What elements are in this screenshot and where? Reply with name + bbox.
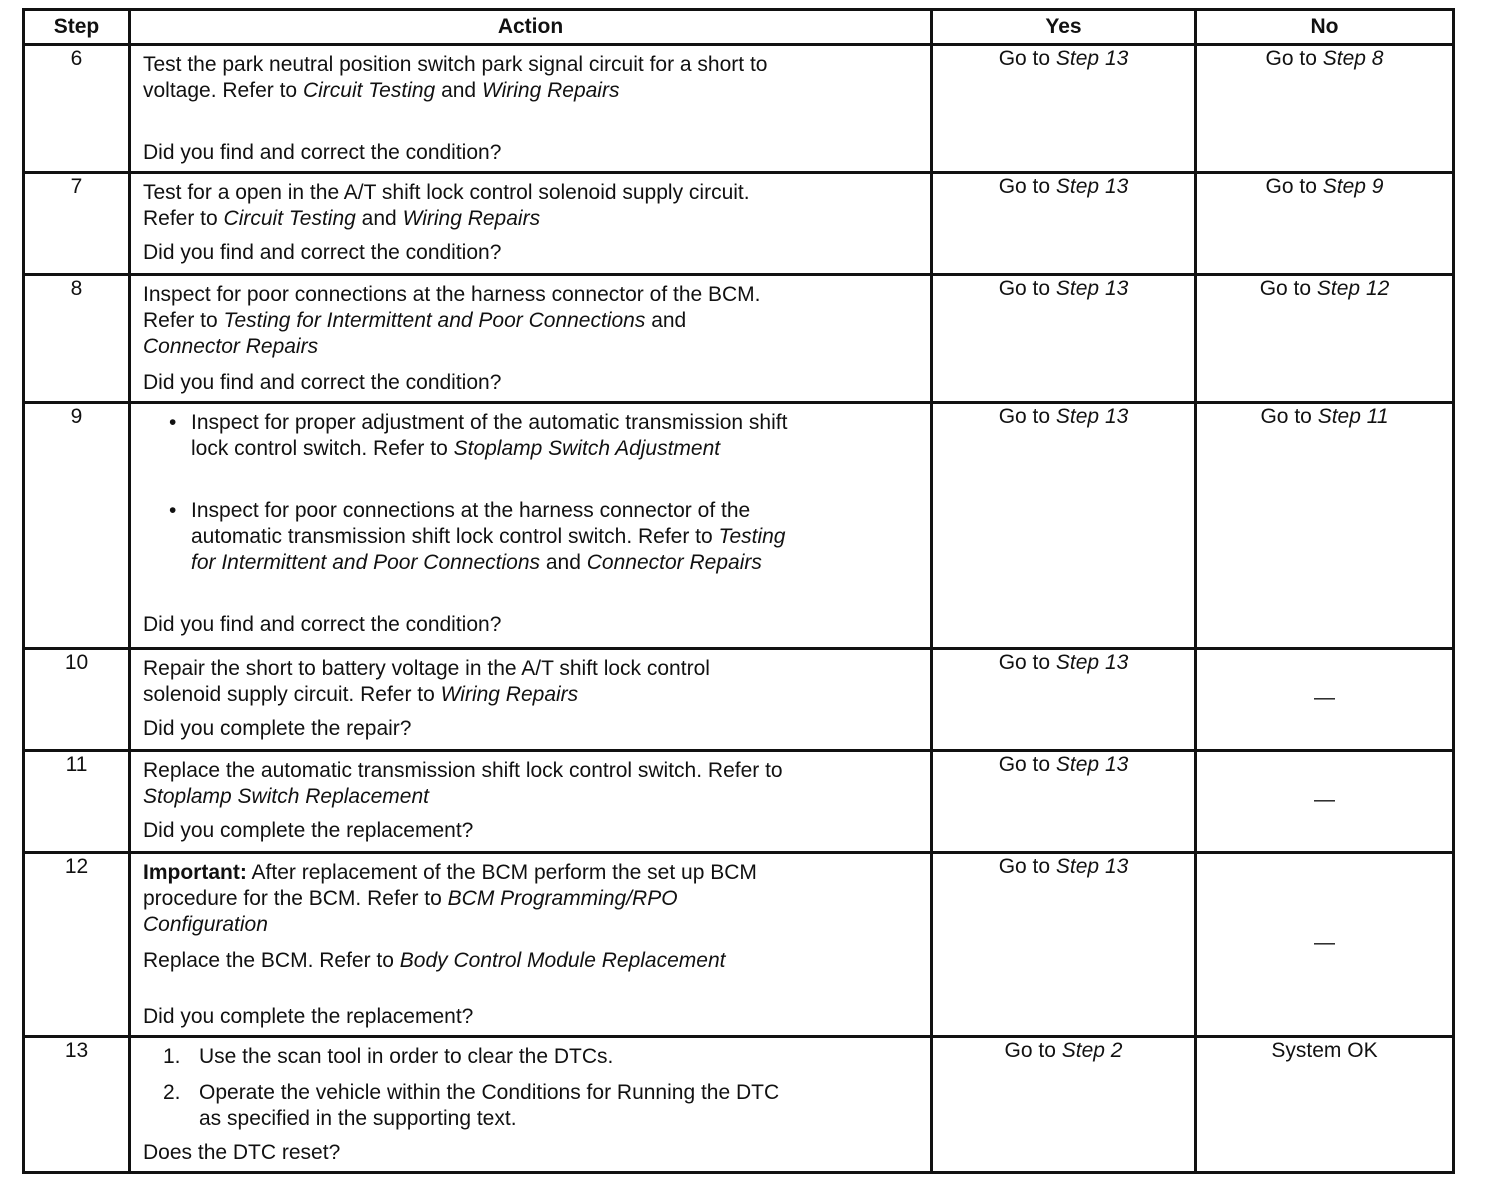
action-text: Test the park neutral position switch park signal circuit for a short to <box>143 53 768 76</box>
step-number: 7 <box>24 173 130 275</box>
action-cell <box>130 275 932 403</box>
no-cell: — <box>1196 853 1454 1037</box>
action-text: Replace the automatic transmission shift lock control switch. Refer to <box>143 759 783 782</box>
reference-link: Wiring Repairs <box>402 207 541 230</box>
reference-link: Configuration <box>143 913 268 936</box>
no-cell: Go to Step 8 <box>1196 45 1454 173</box>
action-cell <box>130 853 932 1037</box>
action-text: Test for a open in the A/T shift lock control solenoid supply circuit. <box>143 181 750 204</box>
reference-link: for Intermittent and Poor Connections <box>191 551 541 574</box>
step-number: 10 <box>24 649 130 751</box>
question-text: Did you complete the repair? <box>143 717 412 740</box>
question-text: Did you complete the replacement? <box>143 1005 474 1028</box>
reference-link: Circuit Testing <box>223 207 356 230</box>
reference-link: BCM Programming/RPO <box>447 887 678 910</box>
action-text: Replace the BCM. Refer to Body Control Module Replacement <box>143 949 726 972</box>
step-number: 11 <box>24 751 130 853</box>
diagnostic-steps-table <box>22 8 1455 1174</box>
action-text: solenoid supply circuit. Refer to Wiring Repairs <box>143 683 579 706</box>
yes-cell: Go to Step 13 <box>932 649 1196 751</box>
action-text: Important: After replacement of the BCM perform the set up BCM <box>143 861 757 884</box>
header-row <box>24 10 1454 45</box>
yes-step-ref: Step 13 <box>1055 175 1129 198</box>
yes-cell: Go to Step 13 <box>932 45 1196 173</box>
table-row <box>24 1037 1454 1173</box>
action-cell <box>130 45 932 173</box>
yes-cell: Go to Step 13 <box>932 275 1196 403</box>
yes-cell: Go to Step 13 <box>932 173 1196 275</box>
reference-link: Circuit Testing <box>302 79 436 102</box>
table-row <box>24 751 1454 853</box>
reference-link: Wiring Repairs <box>481 79 620 102</box>
no-step-ref: Step 11 <box>1317 405 1389 428</box>
action-text: Inspect for poor connections at the harness connector of the BCM. <box>143 283 761 306</box>
no-cell: Go to Step 12 <box>1196 275 1454 403</box>
reference-link: Body Control Module Replacement <box>399 949 726 972</box>
step-number: 12 <box>24 853 130 1037</box>
no-step-ref: Step 9 <box>1322 175 1384 198</box>
action-text <box>143 334 920 360</box>
yes-step-ref: Step 13 <box>1055 855 1129 878</box>
numbered-item: 2. Operate the vehicle within the Conditions for Running the DTC as specified in the supporting text. <box>163 1081 780 1130</box>
action-cell <box>130 403 932 649</box>
table-row <box>24 649 1454 751</box>
action-text: procedure for the BCM. Refer to BCM Programming/RPO <box>143 887 678 910</box>
important-label: Important: <box>143 861 247 884</box>
yes-cell: Go to Step 13 <box>932 853 1196 1037</box>
action-text: Refer to Testing for Intermittent and Poor Connections and <box>143 309 687 332</box>
yes-step-ref: Step 13 <box>1055 277 1129 300</box>
step-number: 13 <box>24 1037 130 1173</box>
action-cell <box>130 649 932 751</box>
yes-step-ref: Step 13 <box>1055 753 1129 776</box>
header-step: Step <box>24 10 130 45</box>
step-number: 6 <box>24 45 130 173</box>
header-no: No <box>1196 10 1454 45</box>
no-step-ref: Step 8 <box>1322 47 1384 70</box>
yes-step-ref: Step 13 <box>1055 47 1129 70</box>
action-cell <box>130 751 932 853</box>
question-text: Did you find and correct the condition? <box>143 241 502 264</box>
table-row <box>24 275 1454 403</box>
no-cell: — <box>1196 751 1454 853</box>
bullet-item: • Inspect for poor connections at the harness connector of the automatic transmission shift lock control switch. Refer to Testing for Intermittent and Poor Connections and Connector Repairs <box>143 498 920 576</box>
reference-link: Testing for Intermittent and Poor Connections <box>223 309 646 332</box>
question-text: Did you find and correct the condition? <box>143 371 502 394</box>
no-cell: — <box>1196 649 1454 751</box>
question-text: Did you find and correct the condition? <box>143 141 502 164</box>
question-text: Did you find and correct the condition? <box>143 613 502 636</box>
question-text: Did you complete the replacement? <box>143 819 474 842</box>
header-action: Action <box>130 10 932 45</box>
action-text: Repair the short to battery voltage in the A/T shift lock control <box>143 657 710 680</box>
action-text: voltage. Refer to Circuit Testing and Wiring Repairs <box>143 79 620 102</box>
action-cell <box>130 173 932 275</box>
action-cell <box>130 1037 932 1173</box>
action-text: Refer to Circuit Testing and Wiring Repairs <box>143 207 541 230</box>
step-number: 8 <box>24 275 130 403</box>
table-row <box>24 173 1454 275</box>
reference-link: Stoplamp Switch Adjustment <box>453 437 721 460</box>
reference-link: Wiring Repairs <box>440 683 579 706</box>
yes-step-ref: Step 13 <box>1055 405 1129 428</box>
question-text: Does the DTC reset? <box>143 1141 341 1164</box>
header-yes: Yes <box>932 10 1196 45</box>
yes-cell: Go to Step 2 <box>932 1037 1196 1173</box>
yes-cell: Go to Step 13 <box>932 403 1196 649</box>
action-text <box>143 912 920 938</box>
step-number: 9 <box>24 403 130 649</box>
no-cell: Go to Step 9 <box>1196 173 1454 275</box>
no-step-ref: Step 12 <box>1316 277 1390 300</box>
table-row <box>24 45 1454 173</box>
reference-link: Connector Repairs <box>586 551 762 574</box>
table-row <box>24 853 1454 1037</box>
bullet-item: • Inspect for proper adjustment of the automatic transmission shift lock control switch. Refer to Stoplamp Switch Adjustment <box>143 410 920 462</box>
no-cell: System OK <box>1196 1037 1454 1173</box>
no-cell: Go to Step 11 <box>1196 403 1454 649</box>
yes-step-ref: Step 2 <box>1061 1039 1123 1062</box>
yes-step-ref: Step 13 <box>1055 651 1129 674</box>
reference-link: Testing <box>718 525 786 548</box>
table-row <box>24 403 1454 649</box>
action-text <box>143 784 920 810</box>
yes-cell: Go to Step 13 <box>932 751 1196 853</box>
numbered-item: 1. Use the scan tool in order to clear the DTCs. <box>163 1045 614 1068</box>
reference-link: Connector Repairs <box>143 335 319 358</box>
reference-link: Stoplamp Switch Replacement <box>143 785 429 808</box>
